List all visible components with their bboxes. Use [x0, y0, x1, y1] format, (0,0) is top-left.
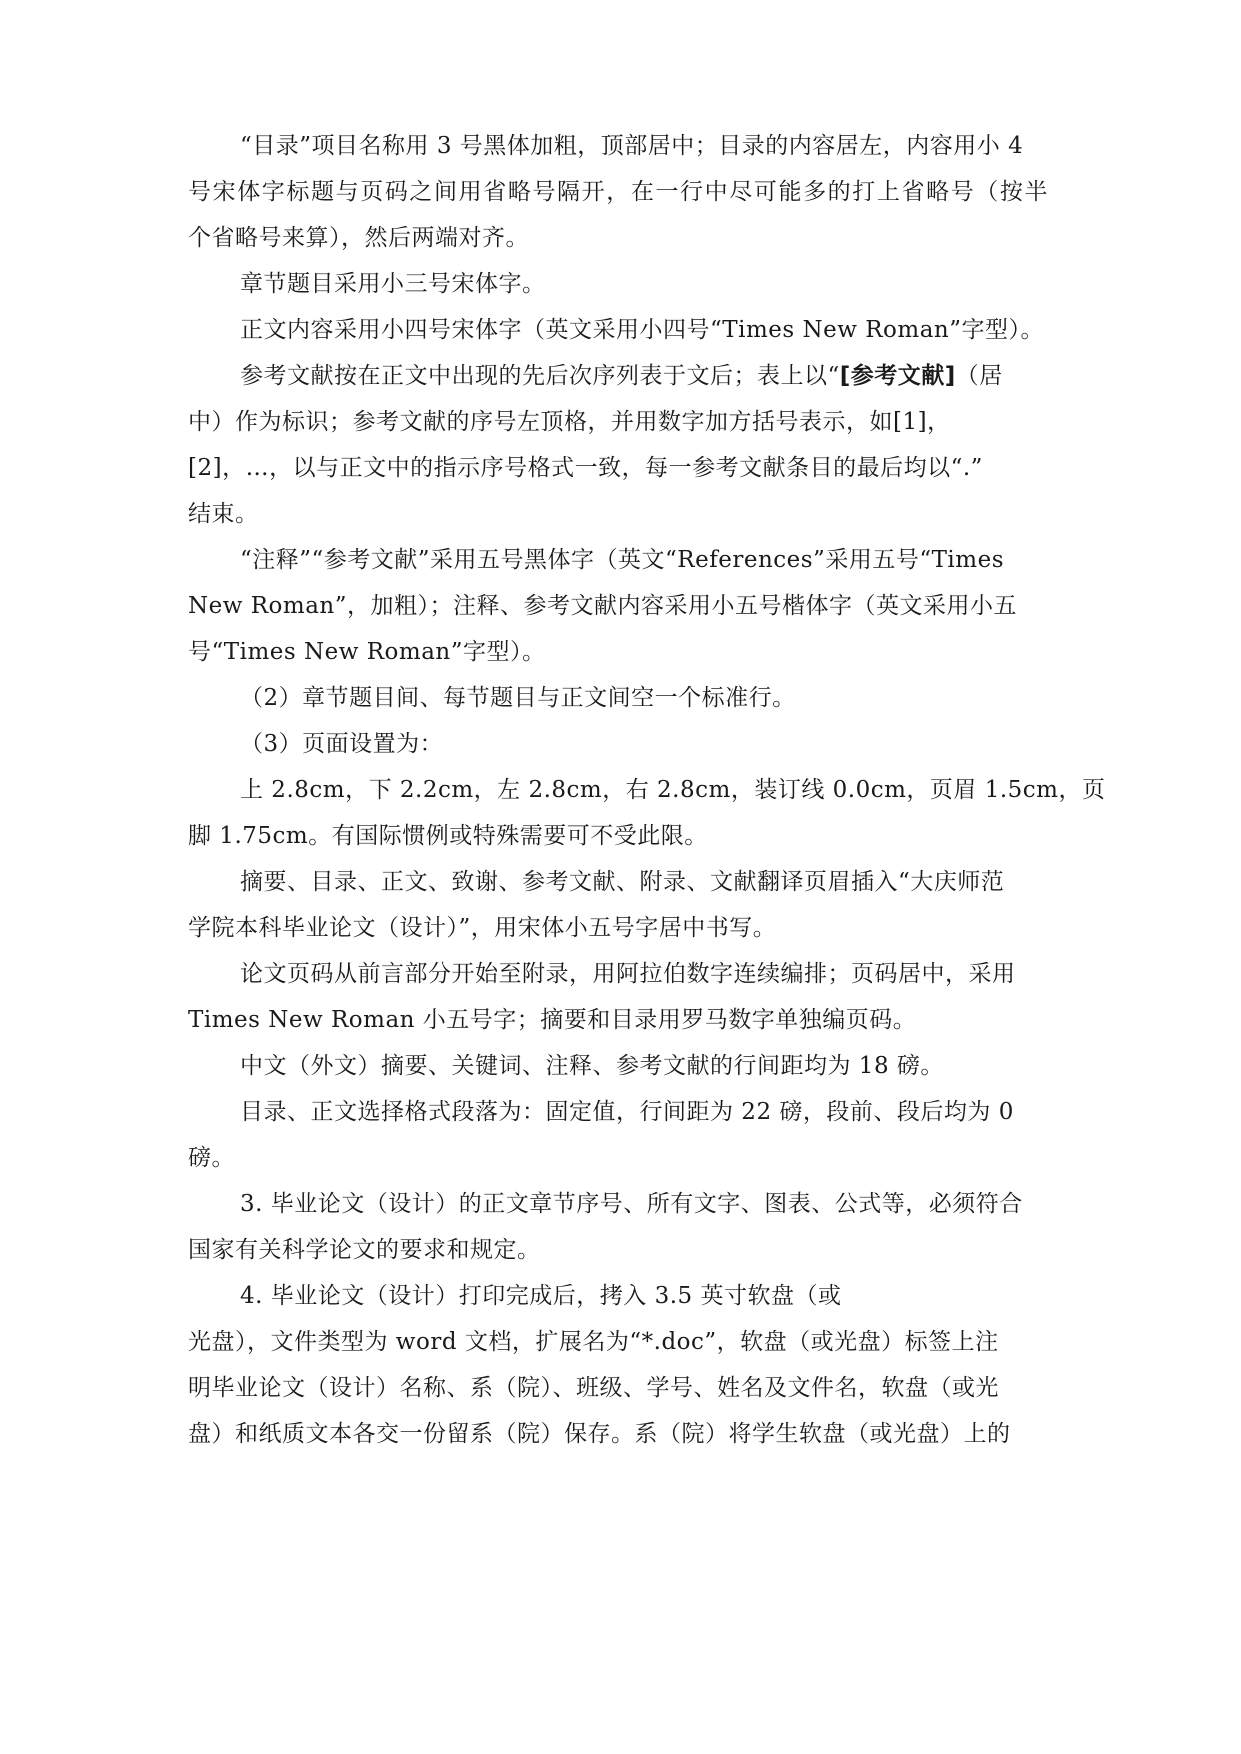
paragraph-line [240, 356, 1100, 396]
paragraph-line: 上 2.8cm，下 2.2cm，左 2.8cm，右 2.8cm，装订线 0.0cm，页眉 1.5cm，页 [240, 777, 1106, 803]
paragraph-line: 论文页码从前言部分开始至附录，用阿拉伯数字连续编排；页码居中，采用 [240, 961, 1016, 987]
paragraph-line: 光盘），文件类型为 word 文档，扩展名为“*.doc”，软盘（或光盘）标签上注 [188, 1329, 999, 1355]
paragraph-line: 结束。 [188, 501, 259, 527]
paragraph-line: 学院本科毕业论文（设计）”，用宋体小五号字居中书写。 [188, 915, 777, 941]
paragraph-line: 4. 毕业论文（设计）打印完成后，拷入 3.5 英寸软盘（或 [240, 1283, 842, 1309]
paragraph-line: （2）章节题目间、每节题目与正文间空一个标准行。 [240, 685, 796, 711]
paragraph-line: 国家有关科学论文的要求和规定。 [188, 1237, 541, 1263]
paragraph-line: “目录”项目名称用 3 号黑体加粗，顶部居中；目录的内容居左，内容用小 4 [240, 133, 1024, 159]
paragraph-line: “注释”“参考文献”采用五号黑体字（英文“References”采用五号“Times [240, 547, 1004, 573]
paragraph-line: 明毕业论文（设计）名称、系（院）、班级、学号、姓名及文件名，软盘（或光 [188, 1375, 999, 1401]
paragraph-line: 个省略号来算），然后两端对齐。 [188, 225, 529, 251]
paragraph-line: 摘要、目录、正文、致谢、参考文献、附录、文献翻译页眉插入“大庆师范 [240, 869, 1005, 895]
paragraph-line: 号宋体字标题与页码之间用省略号隔开，在一行中尽可能多的打上省略号（按半 [188, 179, 1048, 205]
paragraph-line: Times New Roman 小五号字；摘要和目录用罗马数字单独编页码。 [188, 1007, 917, 1033]
paragraph-line: 3. 毕业论文（设计）的正文章节序号、所有文字、图表、公式等，必须符合 [240, 1191, 1023, 1217]
paragraph-line: 章节题目采用小三号宋体字。 [240, 271, 546, 297]
paragraph-line: 中）作为标识；参考文献的序号左顶格，并用数字加方括号表示，如[1]， [188, 409, 951, 435]
line-segment: 参考文献按在正文中出现的先后次序列表于文后；表上以“ [240, 363, 840, 389]
paragraph-line: 盘）和纸质文本各交一份留系（院）保存。系（院）将学生软盘（或光盘）上的 [188, 1421, 1011, 1447]
paragraph-line: 磅。 [188, 1145, 235, 1171]
paragraph-line: 目录、正文选择格式段落为：固定值，行间距为 22 磅，段前、段后均为 0 [240, 1099, 1014, 1125]
line-segment: （居 [955, 363, 1003, 389]
paragraph-line: 号“Times New Roman”字型）。 [188, 639, 546, 665]
reference-marker: [参考文献] [839, 363, 956, 389]
paragraph-line: （3）页面设置为： [240, 731, 444, 757]
paragraph-line: 正文内容采用小四号宋体字（英文采用小四号“Times New Roman”字型）。 [240, 317, 1044, 343]
paragraph-line: [2]，…，以与正文中的指示序号格式一致，每一参考文献条目的最后均以“.” [188, 455, 983, 481]
paragraph-line: 脚 1.75cm。有国际惯例或特殊需要可不受此限。 [188, 823, 708, 849]
paragraph-line: 中文（外文）摘要、关键词、注释、参考文献的行间距均为 18 磅。 [240, 1053, 944, 1079]
paragraph-line: New Roman”，加粗）；注释、参考文献内容采用小五号楷体字（英文采用小五 [188, 593, 1017, 619]
